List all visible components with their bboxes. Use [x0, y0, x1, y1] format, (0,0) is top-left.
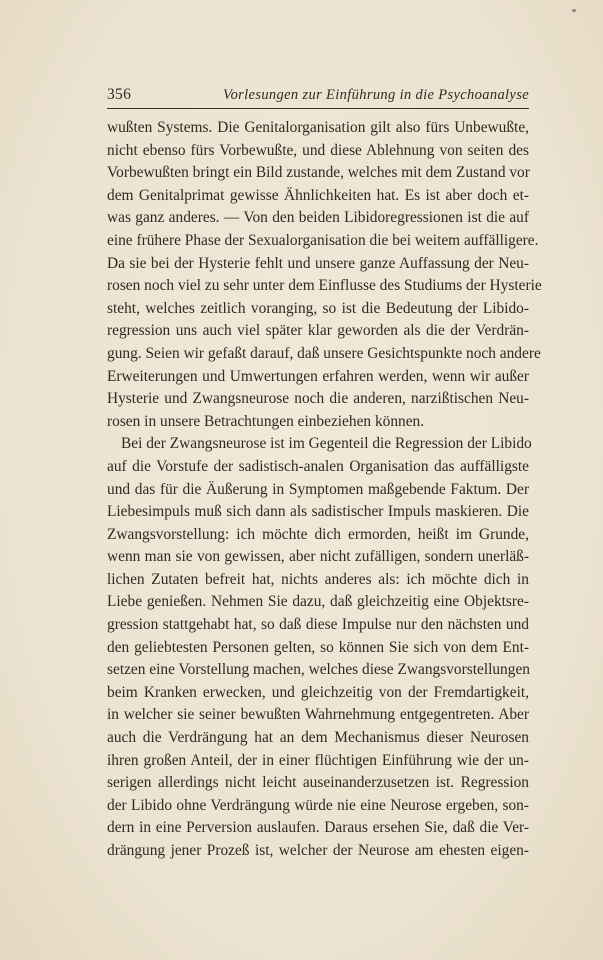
header-rule: [107, 108, 529, 109]
text-line: Liebesimpuls muß sich dann als sadistischer Impuls maskieren. Die: [107, 503, 529, 521]
text-line: Vorbewußten bringt ein Bild zustande, welches mit dem Zustand vor: [107, 164, 530, 182]
text-line: Liebe genießen. Nehmen Sie dazu, daß gleichzeitig eine Objektsre-: [107, 593, 529, 611]
text-line: was ganz anderes. — Von den beiden Libidoregressionen ist die auf: [107, 209, 529, 227]
text-line: Erweiterungen und Umwertungen erfahren werden, wenn wir außer: [107, 367, 529, 385]
text-line: rosen noch viel zu sehr unter dem Einflusse des Studiums der Hysterie: [107, 277, 542, 295]
body-text: [107, 117, 542, 863]
text-line: eine frühere Phase der Sexualorganisation die bei weitem auffälligere.: [107, 231, 539, 249]
page-header: [107, 86, 529, 106]
running-title: Vorlesungen zur Einführung in die Psychoanalyse: [222, 87, 529, 103]
text-line: lichen Zutaten befreit hat, nichts anderes als: ich möchte dich in: [107, 570, 529, 588]
text-line: dem Genitalprimat gewisse Ähnlichkeiten hat. Es ist aber doch et-: [107, 186, 529, 204]
text-line: der Libido ohne Verdrängung würde nie eine Neurose ergeben, son-: [107, 796, 529, 814]
text-line: gung. Seien wir gefaßt darauf, daß unsere Gesichtspunkte noch andere: [107, 344, 541, 362]
text-line: wenn man sie von gewissen, aber nicht zufälligen, sondern unerläß-: [107, 548, 529, 566]
text-line: steht, welches zeitlich voranging, so ist die Bedeutung der Libido-: [107, 299, 529, 317]
text-line: nicht ebenso fürs Vorbewußte, und diese Ablehnung von seiten des: [107, 141, 529, 159]
text-line: drängung jener Prozeß ist, welcher der Neurose am ehesten eigen-: [107, 842, 529, 859]
text-line: in welcher sie seiner bewußten Wahrnehmung entgegentreten. Aber: [107, 706, 529, 724]
text-line: Hysterie und Zwangsneurose noch die anderen, narzißtischen Neu-: [107, 390, 529, 408]
text-line: rosen in unsere Betrachtungen einbeziehen können.: [107, 412, 425, 430]
text-line: gression stattgehabt hat, so daß diese Impulse nur den nächsten und: [107, 616, 529, 634]
text-line: beim Kranken erwecken, und gleichzeitig von der Fremdartigkeit,: [107, 683, 529, 701]
text-line: Zwangsvorstellung: ich möchte dich ermorden, heißt im Grunde,: [107, 525, 529, 543]
text-line: den geliebtesten Personen gelten, so können Sie sich von dem Ent-: [107, 638, 529, 656]
text-line: wußten Systems. Die Genitalorganisation gilt also fürs Unbewußte,: [107, 119, 529, 136]
text-line: und das für die Äußerung in Symptomen maßgebende Faktum. Der: [107, 480, 529, 498]
text-line: Bei der Zwangsneurose ist im Gegenteil die Regression der Libido: [121, 435, 532, 453]
text-line: auch die Verdrängung hat an dem Mechanismus dieser Neurosen: [107, 729, 529, 747]
text-line: dern in eine Perversion auslaufen. Daraus ersehen Sie, daß die Ver-: [107, 819, 529, 837]
text-line: regression uns auch viel später klar geworden als die der Verdrän-: [107, 322, 529, 340]
text-line: Da sie bei der Hysterie fehlt und unsere ganze Auffassung der Neu-: [107, 254, 529, 272]
text-line: setzen eine Vorstellung machen, welches diese Zwangsvorstellungen: [107, 661, 530, 679]
page-number: 356: [107, 86, 132, 103]
text-line: serigen allerdings nicht leicht auseinanderzusetzen ist. Regression: [107, 774, 529, 792]
text-line: ihren großen Anteil, der in einer flüchtigen Einführung wie der un-: [107, 751, 529, 769]
text-line: auf die Vorstufe der sadistisch-analen Organisation das auffälligste: [107, 457, 529, 475]
paper-speck: [572, 9, 576, 12]
